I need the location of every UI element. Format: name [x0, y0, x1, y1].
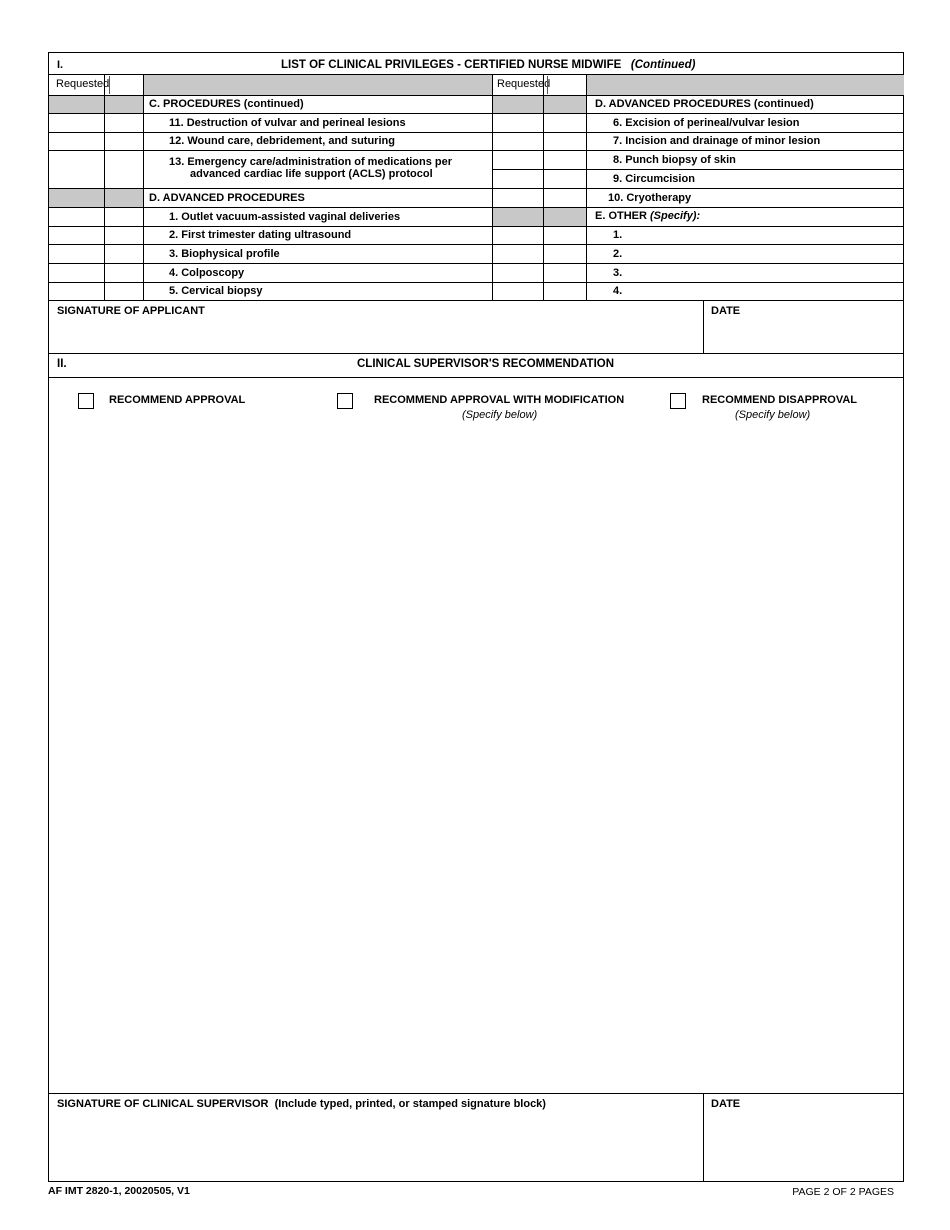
recommend-approval-checkbox[interactable]: [78, 393, 94, 409]
requested-cell-incision-drainage[interactable]: [493, 133, 586, 150]
rule: [48, 188, 904, 189]
privilege-label: 8. Punch biopsy of skin: [613, 154, 736, 166]
section-1-number: I.: [57, 59, 64, 71]
recommendation-remarks-area[interactable]: [49, 430, 903, 1090]
rule: [586, 75, 587, 300]
requested-cell-circumcision[interactable]: [493, 170, 586, 187]
privilege-label: 13. Emergency care/administration of medications per: [169, 156, 453, 168]
other-item-label: 3.: [613, 267, 623, 279]
specify-below-note: (Specify below): [735, 409, 811, 421]
requested-cell-other-2[interactable]: [493, 245, 586, 262]
requested-cell-cervical-biopsy[interactable]: [49, 283, 143, 300]
privilege-label: 5. Cervical biopsy: [169, 285, 263, 297]
section-2-number: II.: [57, 358, 67, 370]
requested-header-left: Requested: [56, 78, 110, 90]
requested-header-right: Requested: [497, 78, 551, 90]
header-shade: [143, 75, 492, 95]
requested-cell-other-3[interactable]: [493, 264, 586, 281]
rule: [48, 207, 904, 208]
applicant-signature-field[interactable]: [49, 318, 702, 352]
requested-cell-destruction-lesions[interactable]: [49, 114, 143, 131]
requested-cell-other-4[interactable]: [493, 283, 586, 300]
other-field-2[interactable]: [625, 245, 903, 262]
privilege-label: 12. Wound care, debridement, and suturing: [169, 135, 395, 147]
privilege-label: 7. Incision and drainage of minor lesion: [613, 135, 821, 147]
applicant-signature-label: SIGNATURE OF APPLICANT: [57, 305, 205, 317]
privilege-label: 4. Colposcopy: [169, 267, 245, 279]
heading-shade: [49, 188, 143, 207]
privilege-label: 3. Biophysical profile: [169, 248, 280, 260]
supervisor-date-label: DATE: [711, 1098, 741, 1110]
requested-cell-emergency-care[interactable]: [49, 151, 143, 187]
rule: [48, 150, 904, 151]
rule: [143, 75, 144, 300]
page-number: PAGE 2 OF 2 PAGES: [792, 1186, 894, 1198]
right-heading-e: E. OTHER (Specify):: [595, 210, 701, 222]
right-heading-d: D. ADVANCED PROCEDURES (continued): [595, 98, 814, 110]
recommend-approval-modification-checkbox[interactable]: [337, 393, 353, 409]
heading-shade: [49, 95, 143, 113]
heading-shade: [492, 95, 586, 113]
section-1-title: LIST OF CLINICAL PRIVILEGES - CERTIFIED NURSE MIDWIFE (Continued): [281, 59, 696, 71]
other-field-3[interactable]: [625, 264, 903, 281]
applicant-date-label: DATE: [711, 305, 741, 317]
requested-cell-wound-care[interactable]: [49, 133, 143, 150]
requested-cell-biophysical[interactable]: [49, 245, 143, 262]
rule: [547, 76, 548, 94]
privilege-label: 6. Excision of perineal/vulvar lesion: [613, 117, 800, 129]
rule: [48, 353, 904, 354]
requested-cell-punch-biopsy[interactable]: [493, 151, 586, 168]
heading-shade: [492, 207, 586, 226]
privilege-label: 9. Circumcision: [613, 173, 695, 185]
other-item-label: 2.: [613, 248, 623, 260]
other-item-label: 1.: [613, 229, 623, 241]
left-heading-c: C. PROCEDURES (continued): [149, 98, 304, 110]
recommend-disapproval-label: RECOMMEND DISAPPROVAL: [702, 394, 858, 406]
supervisor-signature-field[interactable]: [49, 1113, 702, 1179]
rule: [109, 76, 110, 94]
requested-cell-cryotherapy[interactable]: [493, 189, 586, 206]
form-identifier: AF IMT 2820-1, 20020505, V1: [48, 1185, 190, 1197]
requested-cell-colposcopy[interactable]: [49, 264, 143, 281]
recommend-approval-label: RECOMMEND APPROVAL: [109, 394, 246, 406]
requested-cell-other-1[interactable]: [493, 227, 586, 244]
requested-cell-excision[interactable]: [493, 114, 586, 131]
supervisor-signature-label: SIGNATURE OF CLINICAL SUPERVISOR (Include typed, printed, or stamped signature block): [57, 1098, 546, 1110]
privilege-label-cont: advanced cardiac life support (ACLS) protocol: [190, 168, 433, 180]
applicant-date-field[interactable]: [704, 318, 903, 352]
privilege-label: 1. Outlet vacuum-assisted vaginal deliveries: [169, 211, 401, 223]
recommend-disapproval-checkbox[interactable]: [670, 393, 686, 409]
privilege-label: 10. Cryotherapy: [608, 192, 692, 204]
rule: [48, 95, 904, 96]
rule: [48, 132, 904, 133]
other-item-label: 4.: [613, 285, 623, 297]
rule: [48, 300, 904, 301]
section-2-title: CLINICAL SUPERVISOR'S RECOMMENDATION: [357, 358, 615, 370]
other-field-4[interactable]: [625, 283, 903, 300]
privilege-label: 2. First trimester dating ultrasound: [169, 229, 352, 241]
recommend-approval-modification-label: RECOMMEND APPROVAL WITH MODIFICATION: [374, 394, 625, 406]
requested-cell-ultrasound[interactable]: [49, 227, 143, 244]
supervisor-date-field[interactable]: [704, 1113, 903, 1179]
privilege-label: 11. Destruction of vulvar and perineal lesions: [169, 117, 406, 129]
rule: [48, 377, 904, 378]
header-shade-right: [586, 75, 904, 95]
left-heading-d: D. ADVANCED PROCEDURES: [149, 192, 305, 204]
specify-below-note: (Specify below): [462, 409, 538, 421]
rule: [48, 113, 904, 114]
rule: [48, 1093, 904, 1094]
other-field-1[interactable]: [625, 227, 903, 244]
requested-cell-vacuum-delivery[interactable]: [49, 208, 143, 225]
